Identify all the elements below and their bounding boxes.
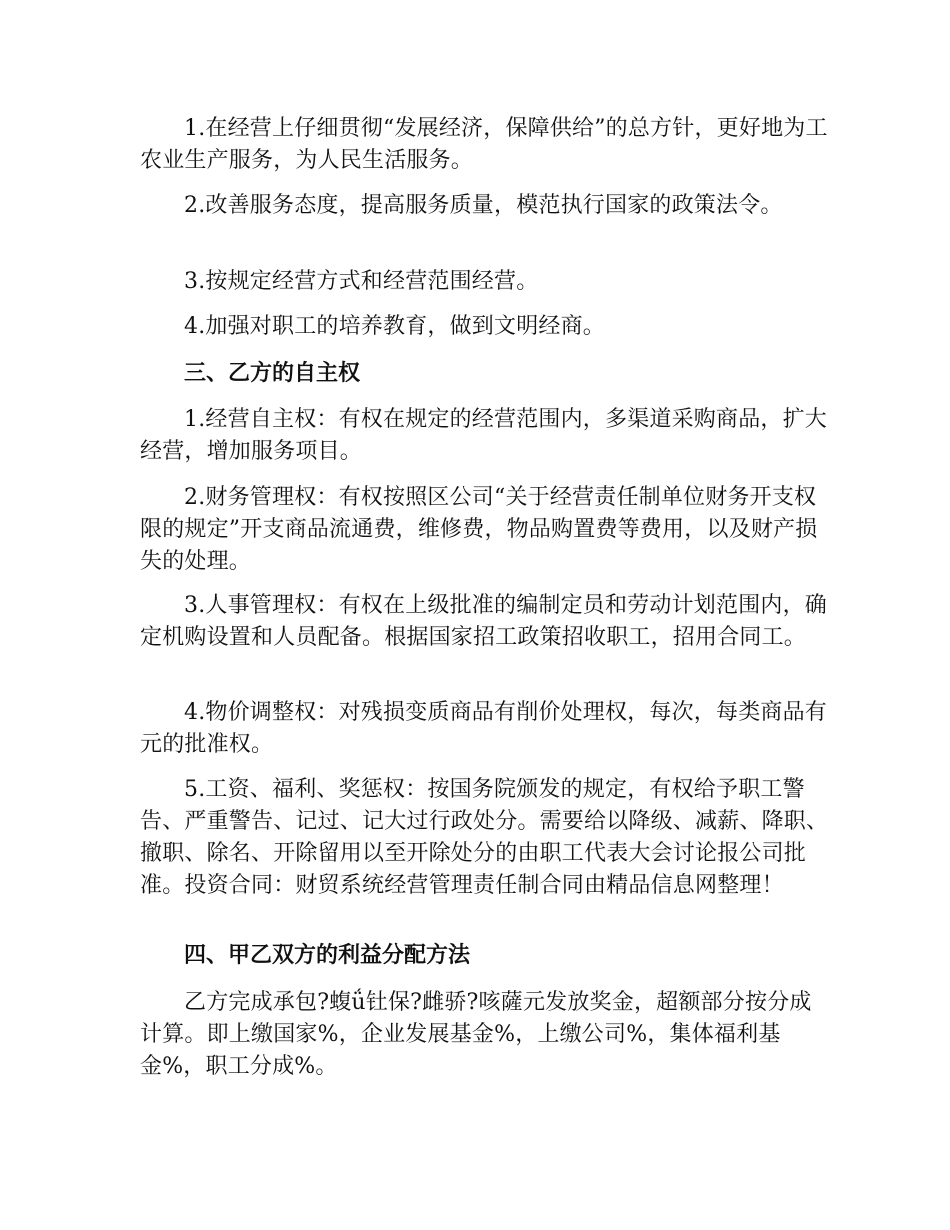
section-three-item-3: 3.人事管理权：有权在上级批准的编制定员和劳动计划范围内，确定机购设置和人员配备。根据国家招工政策招收职工，招用合同工。 <box>140 593 827 650</box>
section-two-item-4: 4.加强对职工的培养教育，做到文明经商。 <box>184 314 605 339</box>
section-four-paragraph: 乙方完成承包?蝮ǘ钍保?雌骄?咳薩元发放奖金，超额部分按分成计算。即上缴国家%，企业发展基金%，上缴公司%，集体福利基金%，职工分成%。 <box>140 990 812 1079</box>
section-three-item-1: 1.经营自主权：有权在规定的经营范围内，多渠道采购商品，扩大经营，增加服务项目。 <box>140 407 827 464</box>
section-three-item-4: 4.物价调整权：对残损变质商品有削价处理权，每次，每类商品有元的批准权。 <box>140 700 827 757</box>
section-four-title: 四、甲乙双方的利益分配方法 <box>184 943 471 968</box>
section-three-item-5: 5.工资、福利、奖惩权：按国务院颁发的规定，有权给予职工警告、严重警告、记过、记大过行政处分。需要给以降级、减薪、降职、撤职、除名、开除留用以至开除处分的由职工代表大会讨论报公司批准。投资合同：财贸系统经营管理责任制合同由精品信息网整理！ <box>140 777 829 898</box>
section-three-title: 三、乙方的自主权 <box>184 361 361 386</box>
section-three-item-2: 2.财务管理权：有权按照区公司“关于经营责任制单位财务开支权限的规定”开支商品流通费，维修费，物品购置费等费用，以及财产损失的处理。 <box>140 485 818 574</box>
section-two-item-1: 1.在经营上仔细贯彻“发展经济，保障供给”的总方针，更好地为工农业生产服务，为人民生活服务。 <box>140 116 828 173</box>
section-two-item-2: 2.改善服务态度，提高服务质量，模范执行国家的政策法令。 <box>184 193 783 218</box>
section-two-item-3: 3.按规定经营方式和经营范围经营。 <box>184 269 539 294</box>
